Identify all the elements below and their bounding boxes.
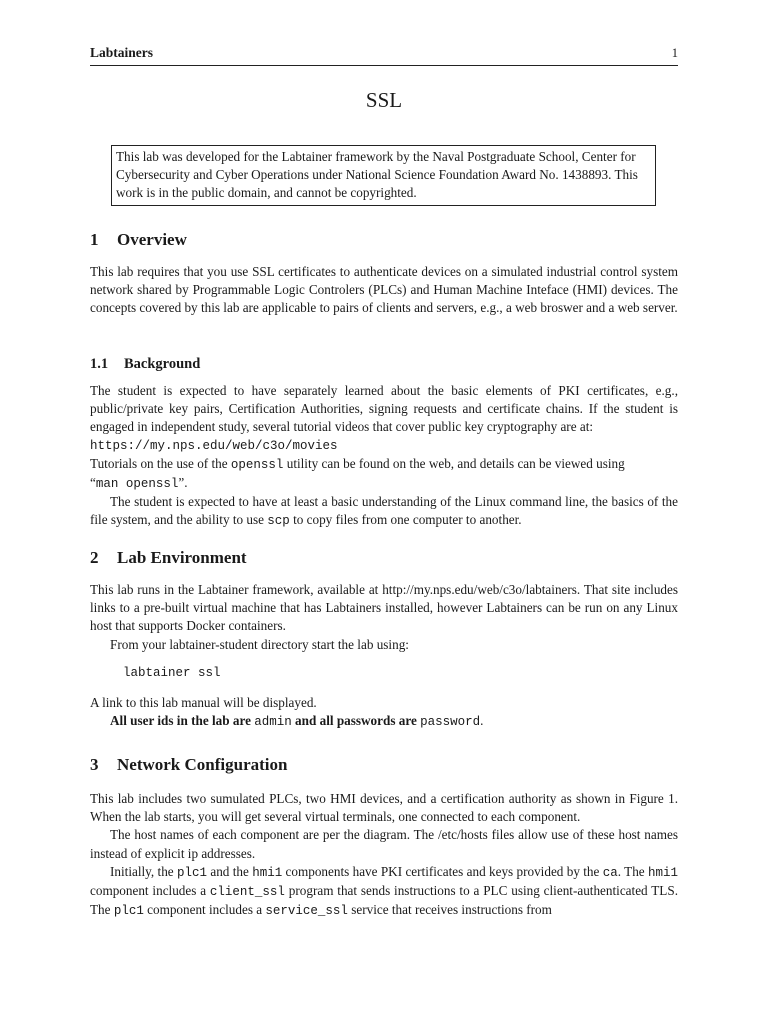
components-text: service that receives instructions from xyxy=(347,902,552,918)
components-text: component includes a xyxy=(90,883,210,899)
network-intro: This lab includes two sumulated PLCs, two HMI devices, and a certification authority as shown in Figure 1. When the lab starts, you will get several virtual terminals, one connected to each component. xyxy=(90,791,678,825)
section-number: 3 xyxy=(90,755,99,774)
prereq-text: The student is expected to have at least a basic understanding of the Linux command line, the basics of the file system, and the ability to use xyxy=(90,494,678,528)
section-title: Network Configuration xyxy=(117,755,288,774)
period: . xyxy=(480,713,484,729)
close-quote: ”. xyxy=(178,475,188,491)
movies-url: https://my.nps.edu/web/c3o/movies xyxy=(90,438,338,453)
section-heading-lab-environment xyxy=(90,548,247,568)
hostnames-paragraph: The host names of each component are per the diagram. The /etc/hosts files allow use of these host names instead of explicit ip addresses. xyxy=(90,827,678,861)
open-quote: “ xyxy=(90,475,96,491)
background-paragraph xyxy=(90,382,678,531)
components-text: Initially, the xyxy=(110,863,177,879)
start-instructions: From your labtainer-student directory start the lab using: xyxy=(110,636,409,652)
prereq-text-end: to copy files from one computer to another. xyxy=(289,512,522,528)
components-text: components have PKI certificates and keys provided by the xyxy=(282,863,603,879)
tutorials-line xyxy=(90,455,678,474)
tutorials-text: Tutorials on the use of the xyxy=(90,455,231,471)
credentials-line xyxy=(90,712,678,731)
openssl-code: openssl xyxy=(230,457,284,472)
subsection-heading-background xyxy=(90,356,200,373)
background-text: The student is expected to have separately learned about the basic elements of PKI certificates, e.g., public/private key pairs, Certification Authorities, signing requests and certificate chains. If the student is engaged in independent study, several tutorial videos that cover public key cryptography are at: xyxy=(90,383,678,435)
section-heading-network-configuration xyxy=(90,755,287,775)
credentials-text: All user ids in the lab are xyxy=(110,713,255,729)
subsection-title: Background xyxy=(124,356,201,372)
tutorials-text-end: utility can be found on the web, and details can be viewed using xyxy=(283,455,625,471)
section-heading-overview xyxy=(90,230,187,250)
section-number: 1 xyxy=(90,230,99,249)
man-openssl-code: man openssl xyxy=(95,477,179,492)
service-ssl-code: service_ssl xyxy=(265,904,348,919)
subsection-number: 1.1 xyxy=(90,356,109,372)
components-text: and the xyxy=(207,863,253,879)
components-text: component includes a xyxy=(143,902,266,918)
document-title: SSL xyxy=(365,88,403,112)
hmi1-code: hmi1 xyxy=(647,865,678,880)
password-code: password xyxy=(420,715,481,730)
admin-user-code: admin xyxy=(254,715,292,730)
section-title: Overview xyxy=(117,230,187,249)
page-number: 1 xyxy=(671,46,678,60)
components-text: . The xyxy=(617,863,648,879)
running-title: Labtainers xyxy=(90,45,154,60)
framework-text: This lab runs in the Labtainer framework, available at http://my.nps.edu/web/c3o/labtainers. That site includes links to a pre-built virtual machine that has Labtainers installed, however Labtainers can be run on any Linux host that supports Docker containers. xyxy=(90,582,678,634)
credentials-text-mid: and all passwords are xyxy=(291,713,421,729)
plc1-code: plc1 xyxy=(113,904,144,919)
lab-environment-paragraph xyxy=(90,581,678,654)
prerequisites-paragraph xyxy=(90,493,678,530)
client-ssl-code: client_ssl xyxy=(209,885,285,900)
components-text: program that sends instructions to a PLC using client-authenticated TLS. The xyxy=(90,883,678,918)
scp-code: scp xyxy=(267,514,290,529)
section-title: Lab Environment xyxy=(117,548,247,567)
hmi1-code: hmi1 xyxy=(252,865,283,880)
ca-code: ca xyxy=(602,865,618,880)
running-header xyxy=(90,45,678,66)
lab-credentials-paragraph xyxy=(90,694,678,731)
start-command: labtainer ssl xyxy=(123,666,221,680)
plc1-code: plc1 xyxy=(176,865,207,880)
components-paragraph xyxy=(90,863,678,921)
section-number: 2 xyxy=(90,548,99,567)
manual-link-note: A link to this lab manual will be displayed. xyxy=(90,695,317,710)
man-command-line xyxy=(90,474,678,493)
public-domain-notice: This lab was developed for the Labtainer framework by the Naval Postgraduate School, Center for Cybersecurity and Cyber Operations under National Science Foundation Award No. 1438893. This work is in the public domain, and cannot be copyrighted. xyxy=(111,145,656,206)
overview-paragraph: This lab requires that you use SSL certificates to authenticate devices on a simulated industrial control system network shared by Programmable Logic Controlers (PLCs) and Human Machine Inteface (HMI) devices. The concepts covered by this lab are applicable to pairs of clients and servers, e.g., a web broswer and a web server. xyxy=(90,264,678,316)
network-paragraph xyxy=(90,790,678,920)
